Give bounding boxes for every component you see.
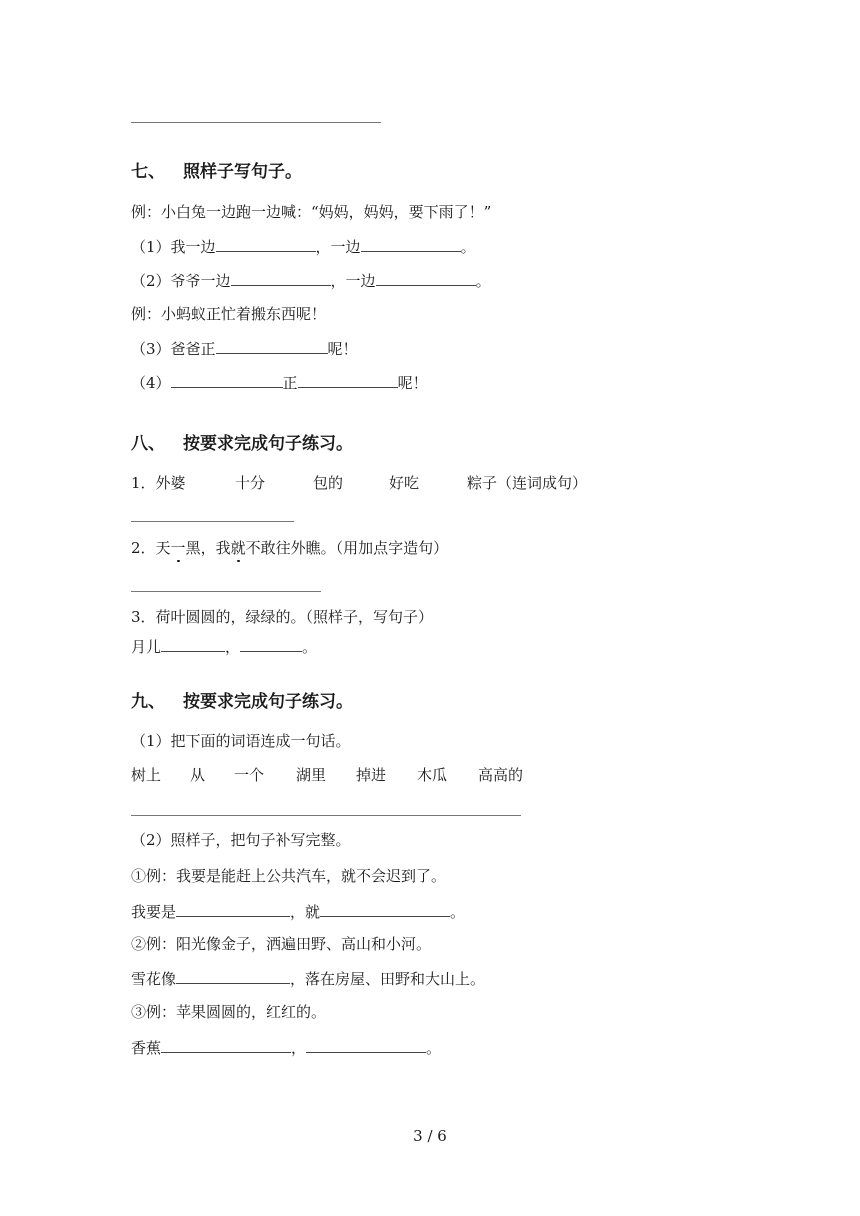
word: 十分 (235, 474, 266, 492)
fill-sentence: 我要是 ，就 。 (131, 903, 466, 921)
answer-line[interactable] (131, 591, 321, 592)
blank[interactable] (216, 338, 328, 354)
answer-line[interactable] (131, 521, 294, 522)
dotted-character: 就 (230, 539, 246, 557)
section-title: 照样子写句子。 (183, 162, 302, 182)
blank[interactable] (161, 636, 225, 652)
instruction: （1）把下面的词语连成一句话。 (131, 732, 351, 750)
blank[interactable] (176, 968, 290, 984)
answer-line (131, 122, 381, 123)
fill-sentence: 雪花像 ，落在房屋、田野和大山上。 (131, 970, 486, 988)
section-title: 按要求完成句子练习。 (183, 692, 353, 712)
word: 一个 (234, 766, 265, 784)
word: 木瓜 (417, 766, 448, 784)
question-4: （4） 正 呢！ (131, 374, 428, 392)
blank[interactable] (216, 236, 316, 252)
fill-sentence: 香蕉 ， 。 (131, 1039, 442, 1057)
example-sentence: 例：小白兔一边跑一边喊：“妈妈，妈妈，要下雨了！” (131, 203, 492, 221)
question-3: 3．荷叶圆圆的，绿绿的。（照样子，写句子） (131, 608, 434, 626)
section-number: 九、 (131, 692, 165, 712)
blank[interactable] (361, 236, 461, 252)
blank[interactable] (176, 901, 290, 917)
example-sentence: 例：小蚂蚁正忙着搬东西呢！ (131, 305, 327, 323)
word: 包的 (313, 474, 344, 492)
question-3: （3）爸爸正 呢！ (131, 340, 358, 358)
section-title: 按要求完成句子练习。 (183, 434, 353, 454)
page-number: 3 / 6 (413, 1127, 447, 1145)
blank[interactable] (320, 901, 450, 917)
question-1: （1）我一边 ，一边 。 (131, 238, 476, 256)
word-list (131, 765, 523, 785)
word: 粽子（连词成句） (467, 474, 588, 492)
blank[interactable] (240, 636, 302, 652)
example-sentence: ③例：苹果圆圆的，红红的。 (131, 1003, 327, 1021)
blank[interactable] (231, 270, 331, 286)
word-list (131, 473, 587, 493)
section-9-heading (131, 692, 353, 712)
example-sentence: ①例：我要是能赶上公共汽车，就不会迟到了。 (131, 867, 447, 885)
word: 好吃 (389, 474, 420, 492)
question-2: 2．天一黑，我就不敢往外瞧。（用加点字造句） (131, 539, 449, 557)
section-8-heading (131, 434, 353, 454)
instruction: （2）照样子，把句子补写完整。 (131, 831, 351, 849)
section-number: 七、 (131, 162, 165, 182)
answer-line[interactable] (131, 815, 521, 816)
blank[interactable] (161, 1037, 291, 1053)
section-7-heading (131, 162, 302, 182)
blank[interactable] (298, 372, 398, 388)
dotted-character: 一 (170, 539, 186, 557)
word: 从 (190, 766, 206, 784)
word: 掉进 (356, 766, 387, 784)
word: 1．外婆 (131, 474, 186, 492)
example-sentence: ②例：阳光像金子，洒遍田野、高山和小河。 (131, 935, 432, 953)
word: 高高的 (478, 766, 524, 784)
section-number: 八、 (131, 434, 165, 454)
blank[interactable] (306, 1037, 426, 1053)
word: 湖里 (296, 766, 327, 784)
blank[interactable] (171, 372, 283, 388)
question-3-answer: 月儿 ， 。 (131, 638, 318, 656)
question-2: （2）爷爷一边 ，一边 。 (131, 272, 491, 290)
word: 树上 (131, 766, 162, 784)
blank[interactable] (376, 270, 476, 286)
